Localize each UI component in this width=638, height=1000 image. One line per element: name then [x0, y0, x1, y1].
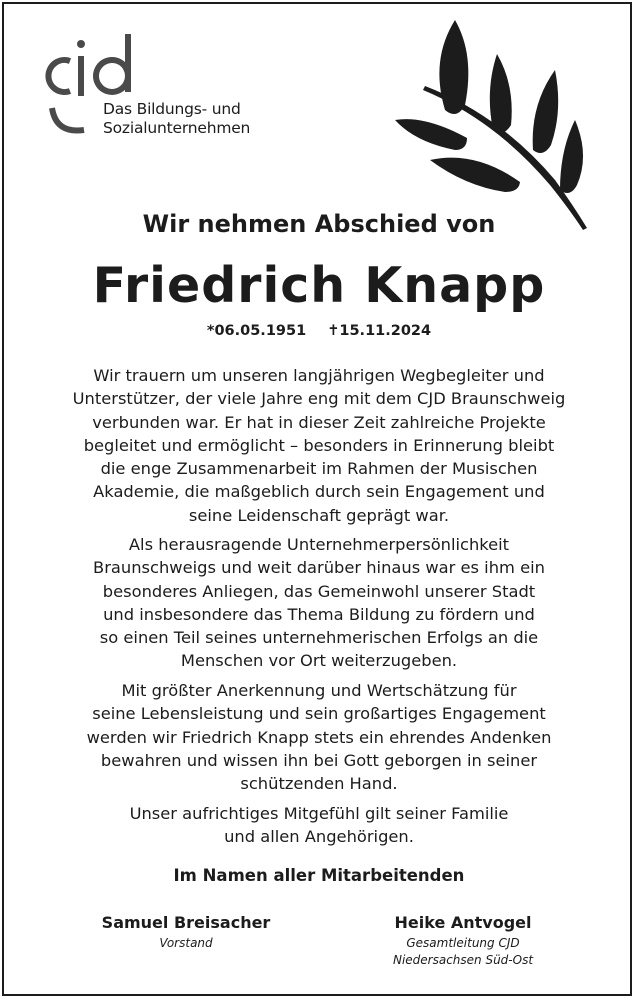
text-line: Menschen vor Ort weiterzugeben. [180, 651, 458, 671]
text-line: die enge Zusammenarbeit im Rahmen der Musischen [100, 459, 538, 479]
signatory-name: Samuel Breisacher [101, 913, 271, 932]
text-line: schützenden Hand. [240, 774, 398, 794]
deceased-name: Friedrich Knapp [92, 257, 546, 314]
text-line: Braunschweigs und weit darüber hinaus war es ihm ein [93, 558, 545, 578]
paragraph-condolence [40, 802, 598, 849]
death-date: ✝15.11.2024 [327, 323, 432, 339]
text-line: seine Lebensleistung und sein großartiges Engagement [92, 704, 546, 724]
signatory-role-line: Gesamtleitung CJD [406, 936, 520, 950]
text-line: verbunden war. Er hat in dieser Zeit zahlreiche Projekte [92, 412, 546, 432]
text-line: Akademie, die maßgeblich durch sein Engagement und [93, 482, 545, 502]
logo-tagline [103, 100, 250, 138]
signatory-role [363, 935, 563, 969]
signatory-role-line: Niedersachsen Süd-Ost [392, 953, 534, 967]
signatory-left [86, 913, 286, 952]
text-line: seine Leidenschaft geprägt war. [188, 505, 450, 525]
signatory-name: Heike Antvogel [394, 913, 532, 932]
text-line: bewahren und wissen ihn bei Gott geborgen in seiner [100, 750, 538, 770]
paragraph-memory [40, 679, 598, 795]
text-line: Mit größter Anerkennung und Wertschätzung für [121, 681, 517, 700]
text-line: und allen Angehörigen. [224, 827, 414, 847]
logo-tagline-line: Sozialunternehmen [103, 119, 251, 137]
text-line: Unser aufrichtiges Mitgefühl gilt seiner Familie [129, 804, 509, 823]
logo-tagline-line: Das Bildungs- und [103, 100, 241, 118]
paragraph-tribute [40, 364, 598, 527]
headline: Wir nehmen Abschied von [142, 210, 496, 238]
text-line: so einen Teil seines unternehmerischen Erfolgs an die [99, 628, 539, 648]
text-line: Unterstützer, der viele Jahre eng mit dem CJD Braunschweig [72, 389, 566, 409]
text-line: begleitet und ermöglicht – besonders in Erinnerung bleibt [83, 435, 555, 455]
signatory-right [363, 913, 563, 969]
text-line: werden wir Friedrich Knapp stets ein ehrendes Andenken [86, 727, 552, 747]
signatory-role-line: Vorstand [159, 936, 213, 950]
leaf-branch-icon [395, 10, 600, 235]
text-line: und insbesondere das Thema Bildung zu fördern und [103, 604, 535, 624]
paragraph-entrepreneur [40, 533, 598, 673]
signatory-role [86, 935, 286, 952]
text-line: besonderes Anliegen, das Gemeinwohl unserer Stadt [102, 581, 536, 601]
text-line: Als herausragende Unternehmerpersönlichkeit [128, 535, 510, 554]
on-behalf-line: Im Namen aller Mitarbeitenden [173, 866, 465, 885]
text-line: Wir trauern um unseren langjährigen Wegbegleiter und [93, 366, 545, 385]
birth-date: *06.05.1951 [206, 323, 307, 339]
life-dates [0, 323, 638, 339]
